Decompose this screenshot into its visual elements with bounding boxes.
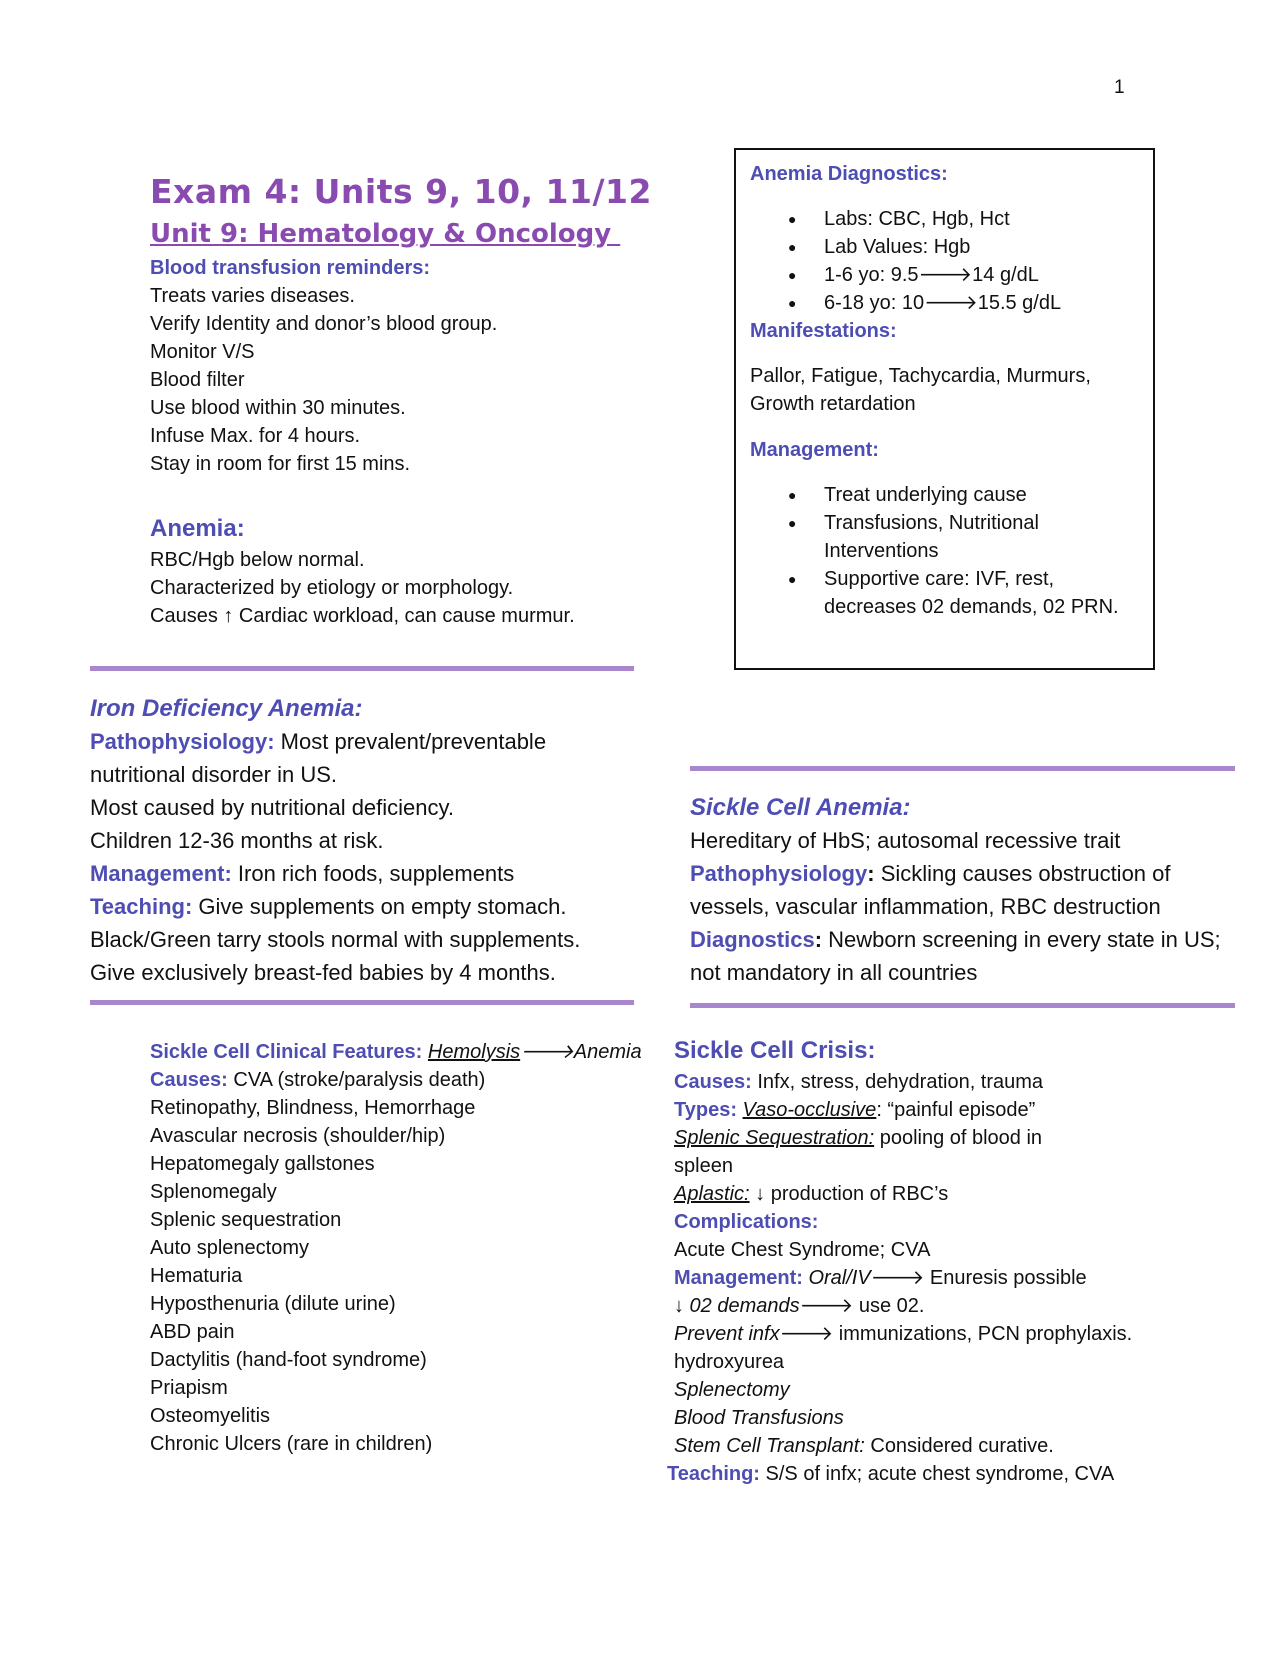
- anemia-heading: Anemia:: [150, 515, 245, 542]
- diagnostics-list: [750, 205, 1119, 317]
- feature-line: Chronic Ulcers (rare in children): [150, 1433, 433, 1455]
- manifestations-text: [750, 362, 1119, 418]
- list-item: ● Transfusions, Nutritional Interventions: [750, 509, 1119, 565]
- list-item: ● Treat underlying cause: [750, 481, 1119, 509]
- sickle-cell-anemia-section: Sickle Cell Anemia: Hereditary of HbS; autosomal recessive trait Pathophysiology: Sickling causes obstruction of vessels, vascular inflammation, RBC destruction Diagnostics: Newborn screening in every state in US; not mandatory in all countries: [690, 791, 1221, 989]
- management-list: [750, 481, 1119, 621]
- list-item: ● 1-6 yo: 9.5🡒14 g/dL: [750, 261, 1119, 289]
- list-item: ● Lab Values: Hgb: [750, 233, 1119, 261]
- divider: [90, 1000, 634, 1005]
- list-item: ● Supportive care: IVF, rest, decreases 02 demands, 02 PRN.: [750, 565, 1119, 621]
- transfusion-line: Monitor V/S: [150, 341, 255, 363]
- page-number: 1: [1114, 77, 1125, 98]
- manifestations-line: Growth retardation: [750, 393, 916, 415]
- feature-line: Osteomyelitis: [150, 1405, 271, 1427]
- manifestations-line: Pallor, Fatigue, Tachycardia, Murmurs,: [750, 365, 1091, 387]
- transfusion-line: Verify Identity and donor’s blood group.: [150, 313, 498, 335]
- transfusion-line: Treats varies diseases.: [150, 285, 355, 307]
- feature-line: ABD pain: [150, 1321, 235, 1343]
- feature-line: Hepatomegaly gallstones: [150, 1153, 375, 1175]
- feature-line: Avascular necrosis (shoulder/hip): [150, 1125, 446, 1147]
- list-item: ● 6-18 yo: 10🡒15.5 g/dL: [750, 289, 1119, 317]
- iron-deficiency-section: Iron Deficiency Anemia: Pathophysiology: Most prevalent/preventable nutritional disorder in US. Most caused by nutritional deficiency. Children 12-36 months at risk. Management: Iron rich foods, supplements Teaching: Give supplements on empty stomach. Black/Green tarry stools normal with supplements. Give exclusively breast-fed babies by 4 months.: [90, 692, 580, 989]
- anemia-line: RBC/Hgb below normal.: [150, 549, 365, 571]
- sickle-cell-crisis-section: Sickle Cell Crisis: Causes: Infx, stress, dehydration, trauma Types: Vaso-occlusive: “painful episode” Splenic Sequestration: pooling of blood in spleen Aplastic: ↓ production of RBC’s Complications: Acute Chest Syndrome; CVA Management: Oral/IV🡒 Enuresis possible ↓ 02 demands🡒 use 02. Prevent infx🡒 immunizations, PCN prophylaxis. hydroxyurea Splenectomy Blood Transfusions Stem Cell Transplant: Considered curative. Teaching: S/S of infx; acute chest syndrome, CVA: [674, 1034, 1132, 1488]
- feature-line: Auto splenectomy: [150, 1237, 309, 1259]
- list-item: ● Labs: CBC, Hgb, Hct: [750, 205, 1119, 233]
- feature-line: Retinopathy, Blindness, Hemorrhage: [150, 1097, 476, 1119]
- feature-line: Splenomegaly: [150, 1181, 277, 1203]
- manifestations-heading: Manifestations:: [750, 320, 897, 342]
- transfusion-line: Stay in room for first 15 mins.: [150, 453, 411, 475]
- transfusion-line: Blood filter: [150, 369, 245, 391]
- divider: [90, 666, 634, 671]
- ida-heading: Iron Deficiency Anemia:: [90, 695, 363, 722]
- transfusion-heading: Blood transfusion reminders:: [150, 257, 431, 279]
- sca-heading: Sickle Cell Anemia:: [690, 794, 911, 821]
- management-heading: Management:: [750, 439, 879, 461]
- unit-title: Unit 9: Hematology & Oncology: [150, 219, 621, 249]
- feature-line: Hyposthenuria (dilute urine): [150, 1293, 396, 1315]
- feature-line: Hematuria: [150, 1265, 243, 1287]
- anemia-line: Characterized by etiology or morphology.: [150, 577, 514, 599]
- crisis-heading: Sickle Cell Crisis:: [674, 1037, 876, 1064]
- transfusion-line: Use blood within 30 minutes.: [150, 397, 406, 419]
- clinical-features-section: Sickle Cell Clinical Features: Hemolysis🡒Anemia Causes: CVA (stroke/paralysis death) Retinopathy, Blindness, Hemorrhage Avascular necrosis (shoulder/hip) Hepatomegaly gallstones Splenomegaly Splenic sequestration Auto splenectomy Hematuria Hyposthenuria (dilute urine) ABD pain Dactylitis (hand-foot syndrome) Priapism Osteomyelitis Chronic Ulcers (rare in children): [150, 1038, 642, 1458]
- page-title: Exam 4: Units 9, 10, 11/12: [150, 172, 652, 211]
- anemia-section: [150, 512, 575, 630]
- diagnostics-heading: Anemia Diagnostics:: [750, 163, 948, 185]
- feature-line: Splenic sequestration: [150, 1209, 342, 1231]
- divider: [690, 1003, 1235, 1008]
- feature-line: Priapism: [150, 1377, 228, 1399]
- feature-line: Dactylitis (hand-foot syndrome): [150, 1349, 427, 1371]
- transfusion-section: [150, 254, 497, 478]
- transfusion-line: Infuse Max. for 4 hours.: [150, 425, 361, 447]
- anemia-line: Causes ↑ Cardiac workload, can cause murmur.: [150, 605, 575, 627]
- anemia-diagnostics-box: [734, 148, 1155, 670]
- divider: [690, 766, 1235, 771]
